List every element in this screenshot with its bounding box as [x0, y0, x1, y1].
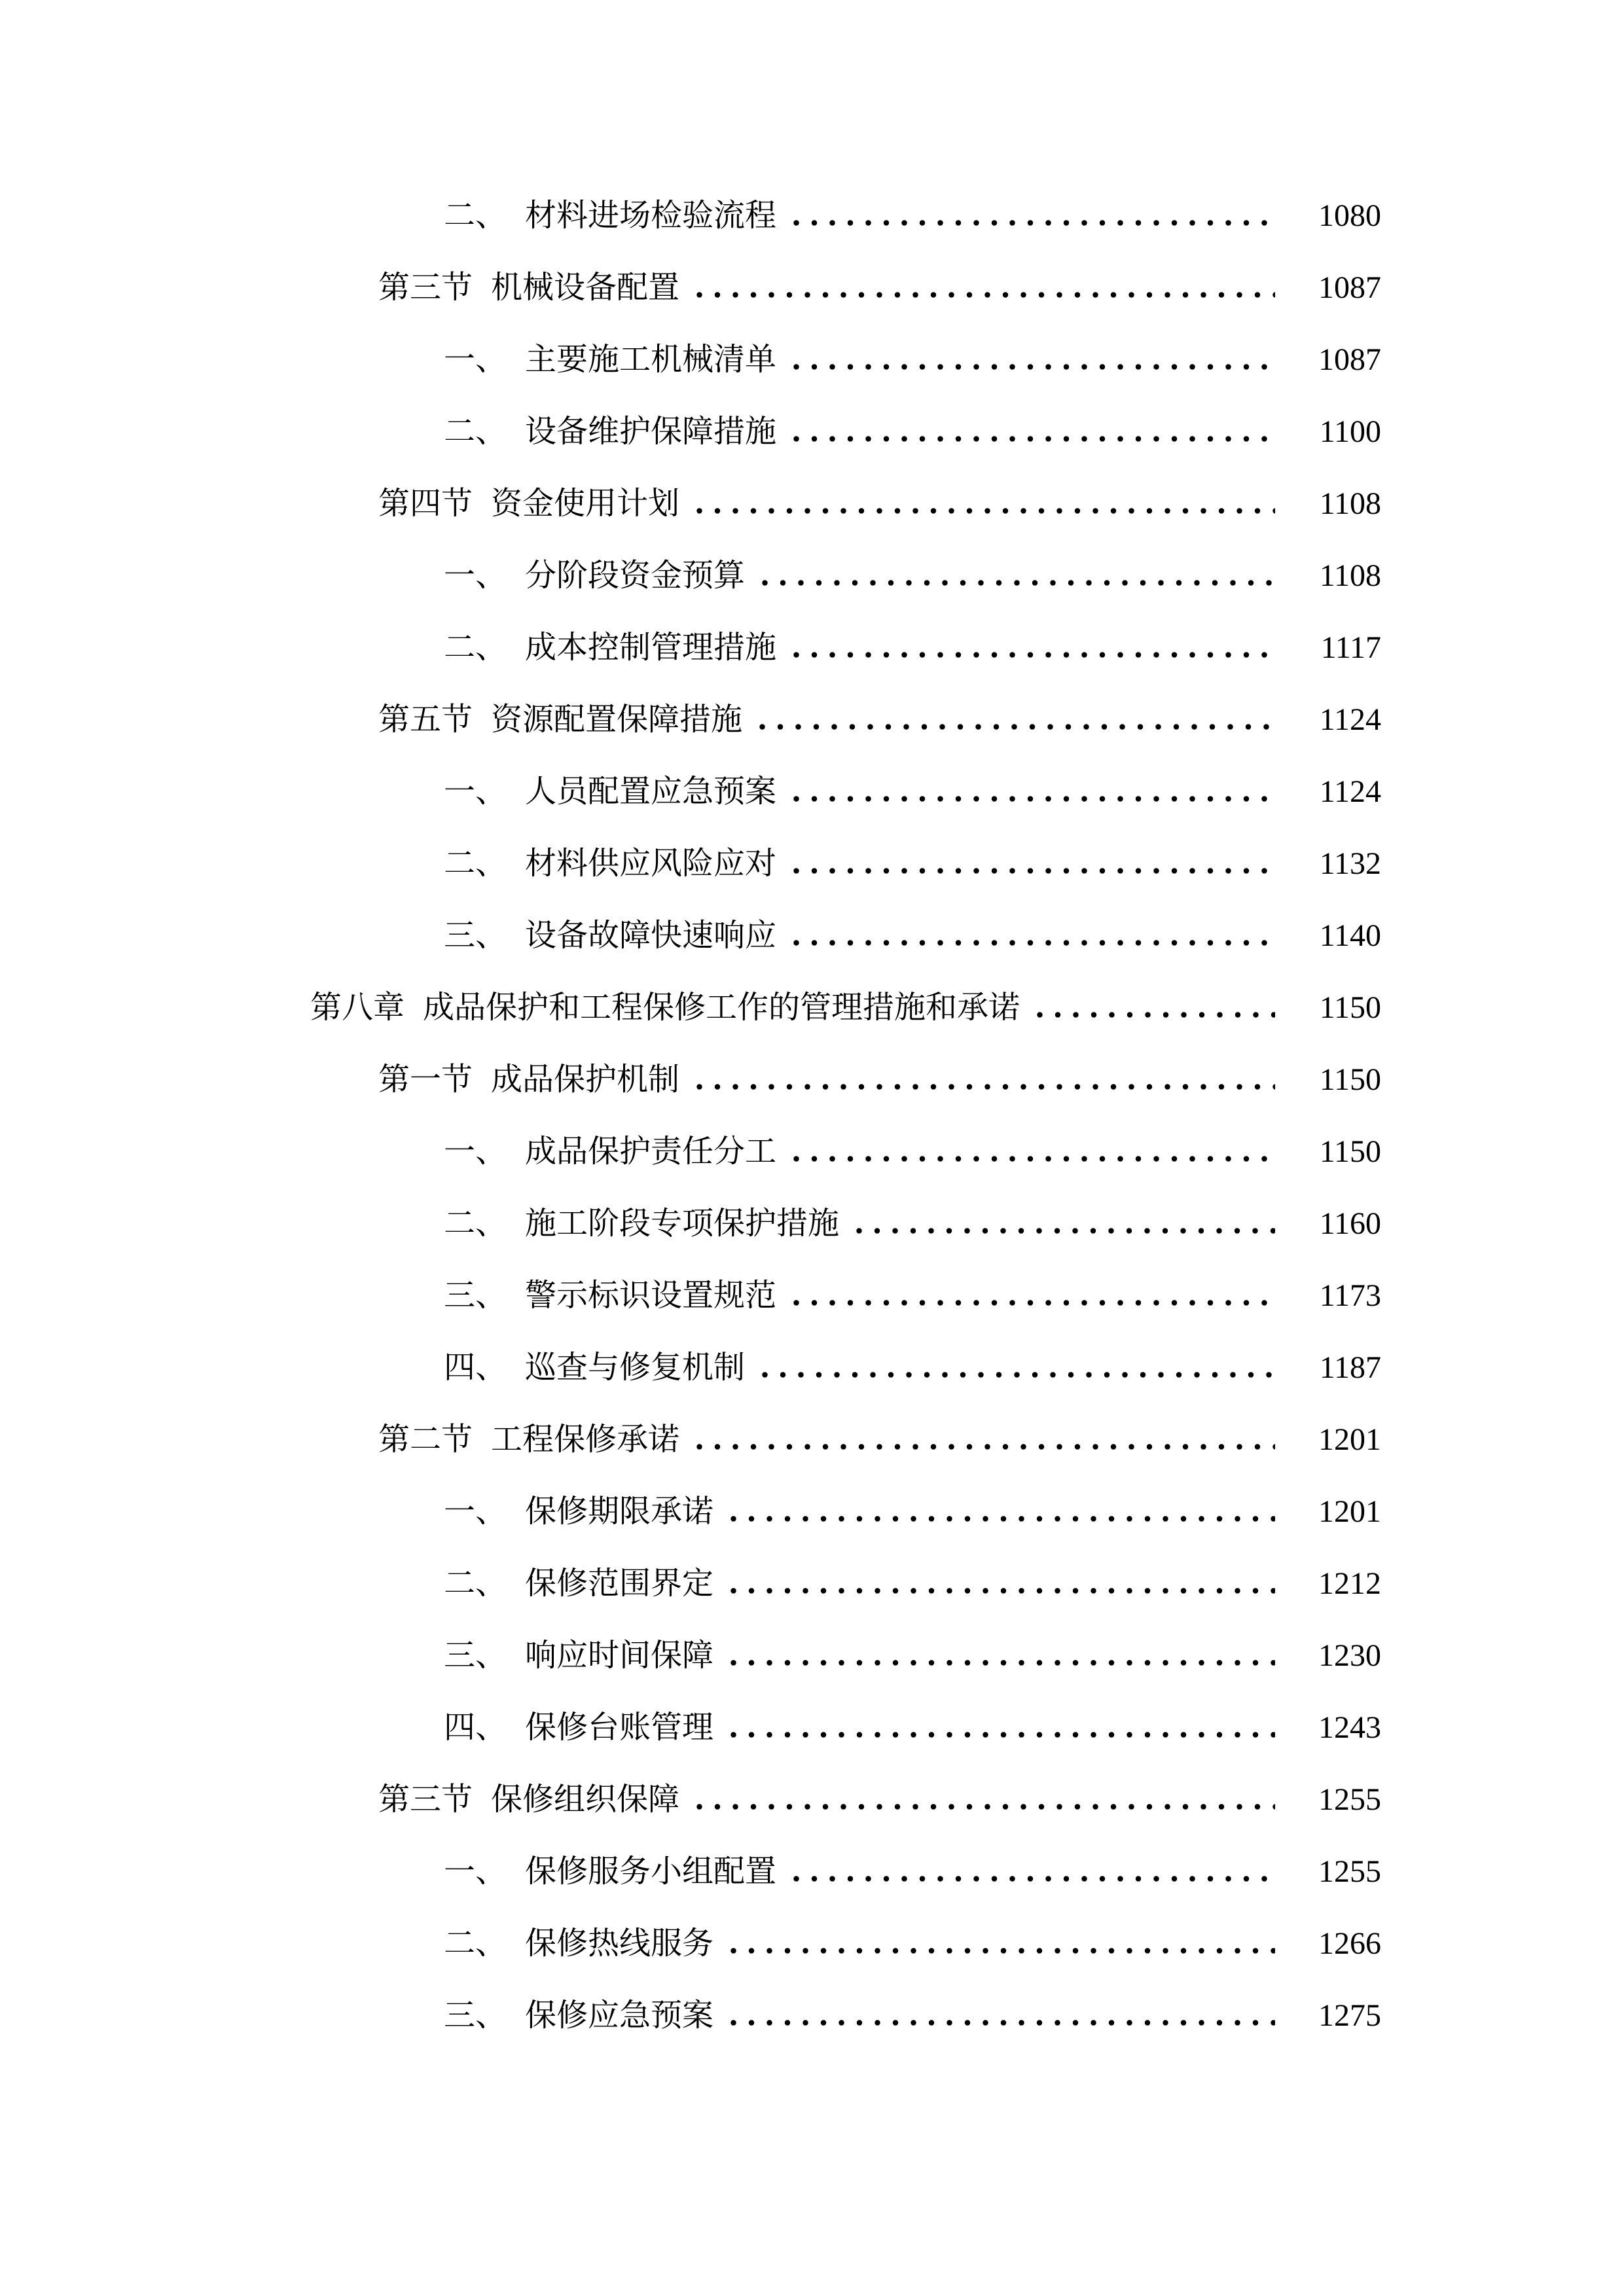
dot-leader: [731, 1948, 1275, 1954]
dot-leader: [793, 940, 1275, 946]
toc-entry[interactable]: [310, 1692, 1381, 1764]
toc-entry-page: 1108: [1319, 558, 1381, 593]
toc-entry-number: 四、: [444, 1350, 507, 1385]
toc-entry-page: 1243: [1318, 1710, 1381, 1745]
toc-entry-title: 保修组织保障: [491, 1782, 680, 1817]
toc-entry-page: 1255: [1318, 1854, 1381, 1889]
toc-entry-number: 第八章: [310, 990, 405, 1025]
toc-entry-title: 分阶段资金预算: [525, 558, 746, 593]
toc-entry[interactable]: [310, 540, 1381, 612]
toc-entry-number: 第三节: [378, 1782, 473, 1817]
dot-leader: [731, 2020, 1275, 2026]
toc-entry[interactable]: [310, 252, 1381, 324]
dot-leader: [793, 1156, 1275, 1162]
dot-leader: [793, 868, 1275, 874]
toc-entry[interactable]: [310, 324, 1381, 396]
toc-entry-page: 1187: [1319, 1350, 1381, 1385]
toc-entry[interactable]: [310, 468, 1381, 540]
dot-leader: [696, 1804, 1275, 1810]
toc-entry-number: 第四节: [378, 486, 473, 521]
toc-entry-title: 材料进场检验流程: [525, 198, 777, 233]
toc-entry[interactable]: [310, 1044, 1381, 1116]
toc-entry[interactable]: [310, 396, 1381, 468]
dot-leader: [793, 220, 1275, 226]
toc-entry-title: 主要施工机械清单: [525, 342, 777, 377]
toc-entry-page: 1266: [1318, 1926, 1381, 1961]
toc-entry[interactable]: [310, 1404, 1381, 1476]
toc-entry-number: 三、: [444, 918, 507, 953]
dot-leader: [856, 1228, 1275, 1234]
toc-entry-number: 一、: [444, 1854, 507, 1889]
toc-entry[interactable]: [310, 1980, 1381, 2052]
dot-leader: [762, 580, 1275, 586]
dot-leader: [793, 364, 1275, 370]
toc-entry-title: 机械设备配置: [491, 270, 680, 305]
toc-entry-title: 成本控制管理措施: [525, 630, 777, 665]
toc-entry-number: 三、: [444, 1278, 507, 1313]
toc-list: [310, 180, 1381, 2052]
toc-entry-number: 三、: [444, 1998, 507, 2033]
toc-entry-page: 1173: [1319, 1278, 1381, 1313]
toc-entry-page: 1124: [1319, 702, 1381, 737]
toc-entry-number: 一、: [444, 774, 507, 809]
toc-entry-number: 二、: [444, 1926, 507, 1961]
toc-entry-title: 响应时间保障: [525, 1638, 714, 1673]
toc-entry[interactable]: [310, 900, 1381, 972]
toc-entry-title: 设备故障快速响应: [525, 918, 777, 953]
toc-entry-number: 二、: [444, 198, 507, 233]
toc-entry-title: 成品保护责任分工: [525, 1134, 777, 1169]
toc-entry-page: 1150: [1319, 1062, 1381, 1097]
dot-leader: [793, 1300, 1275, 1306]
toc-entry-number: 二、: [444, 1566, 507, 1601]
toc-entry-title: 施工阶段专项保护措施: [525, 1206, 840, 1241]
toc-entry-number: 三、: [444, 1638, 507, 1673]
toc-entry-number: 二、: [444, 414, 507, 449]
toc-entry-page: 1080: [1318, 198, 1381, 233]
dot-leader: [731, 1588, 1275, 1594]
toc-entry-page: 1201: [1318, 1494, 1381, 1529]
dot-leader: [731, 1660, 1275, 1666]
toc-entry[interactable]: [310, 1188, 1381, 1260]
toc-entry-title: 人员配置应急预案: [525, 774, 777, 809]
toc-entry-number: 第一节: [378, 1062, 473, 1097]
toc-entry[interactable]: [310, 972, 1381, 1044]
toc-entry-page: 1100: [1319, 414, 1381, 449]
toc-entry[interactable]: [310, 1764, 1381, 1836]
toc-entry-number: 第三节: [378, 270, 473, 305]
toc-entry-number: 第二节: [378, 1422, 473, 1457]
dot-leader: [1037, 1012, 1275, 1018]
toc-entry-number: 四、: [444, 1710, 507, 1745]
dot-leader: [762, 1372, 1275, 1378]
toc-entry[interactable]: [310, 1332, 1381, 1404]
toc-entry[interactable]: [310, 1476, 1381, 1548]
dot-leader: [731, 1516, 1275, 1522]
toc-entry-page: 1124: [1319, 774, 1381, 809]
dot-leader: [759, 724, 1275, 730]
toc-entry-number: 一、: [444, 558, 507, 593]
dot-leader: [696, 1084, 1275, 1090]
toc-entry-title: 保修热线服务: [525, 1926, 714, 1961]
toc-entry[interactable]: [310, 1908, 1381, 1980]
dot-leader: [793, 652, 1275, 658]
toc-entry-title: 工程保修承诺: [491, 1422, 680, 1457]
toc-entry[interactable]: [310, 1836, 1381, 1908]
toc-entry-title: 警示标识设置规范: [525, 1278, 777, 1313]
toc-entry-number: 二、: [444, 1206, 507, 1241]
toc-entry-title: 成品保护和工程保修工作的管理措施和承诺: [423, 990, 1020, 1025]
toc-entry-page: 1108: [1319, 486, 1381, 521]
toc-entry-number: 二、: [444, 630, 507, 665]
toc-entry-page: 1087: [1318, 342, 1381, 377]
toc-entry-page: 1117: [1320, 630, 1381, 665]
toc-entry[interactable]: [310, 180, 1381, 252]
toc-entry-number: 一、: [444, 342, 507, 377]
toc-entry-page: 1150: [1319, 990, 1381, 1025]
toc-entry-title: 成品保护机制: [491, 1062, 680, 1097]
toc-entry-title: 资金使用计划: [491, 486, 680, 521]
toc-entry[interactable]: [310, 1620, 1381, 1692]
toc-entry-page: 1275: [1318, 1998, 1381, 2033]
toc-entry-title: 巡查与修复机制: [525, 1350, 746, 1385]
toc-entry-number: 二、: [444, 846, 507, 881]
toc-entry[interactable]: [310, 756, 1381, 828]
toc-entry-page: 1255: [1318, 1782, 1381, 1817]
dot-leader: [696, 292, 1275, 298]
toc-entry[interactable]: [310, 684, 1381, 756]
toc-entry-page: 1212: [1318, 1566, 1381, 1601]
toc-entry-page: 1150: [1319, 1134, 1381, 1169]
toc-entry-title: 保修服务小组配置: [525, 1854, 777, 1889]
toc-entry-title: 设备维护保障措施: [525, 414, 777, 449]
dot-leader: [793, 1876, 1275, 1882]
toc-entry-page: 1140: [1319, 918, 1381, 953]
toc-entry-page: 1132: [1319, 846, 1381, 881]
toc-entry-page: 1087: [1318, 270, 1381, 305]
dot-leader: [696, 1444, 1275, 1450]
toc-entry[interactable]: [310, 1116, 1381, 1188]
dot-leader: [793, 796, 1275, 802]
toc-entry[interactable]: [310, 1260, 1381, 1332]
toc-entry-title: 材料供应风险应对: [525, 846, 777, 881]
toc-entry[interactable]: [310, 612, 1381, 684]
toc-entry-number: 第五节: [378, 702, 473, 737]
toc-entry-title: 资源配置保障措施: [491, 702, 743, 737]
dot-leader: [696, 508, 1275, 514]
toc-entry-title: 保修范围界定: [525, 1566, 714, 1601]
dot-leader: [793, 436, 1275, 442]
toc-entry-page: 1230: [1318, 1638, 1381, 1673]
toc-entry-page: 1160: [1319, 1206, 1381, 1241]
dot-leader: [731, 1732, 1275, 1738]
toc-entry-page: 1201: [1318, 1422, 1381, 1457]
toc-entry-title: 保修台账管理: [525, 1710, 714, 1745]
toc-entry-title: 保修应急预案: [525, 1998, 714, 2033]
toc-entry[interactable]: [310, 1548, 1381, 1620]
toc-entry-number: 一、: [444, 1134, 507, 1169]
toc-entry-number: 一、: [444, 1494, 507, 1529]
toc-entry-title: 保修期限承诺: [525, 1494, 714, 1529]
toc-entry[interactable]: [310, 828, 1381, 900]
